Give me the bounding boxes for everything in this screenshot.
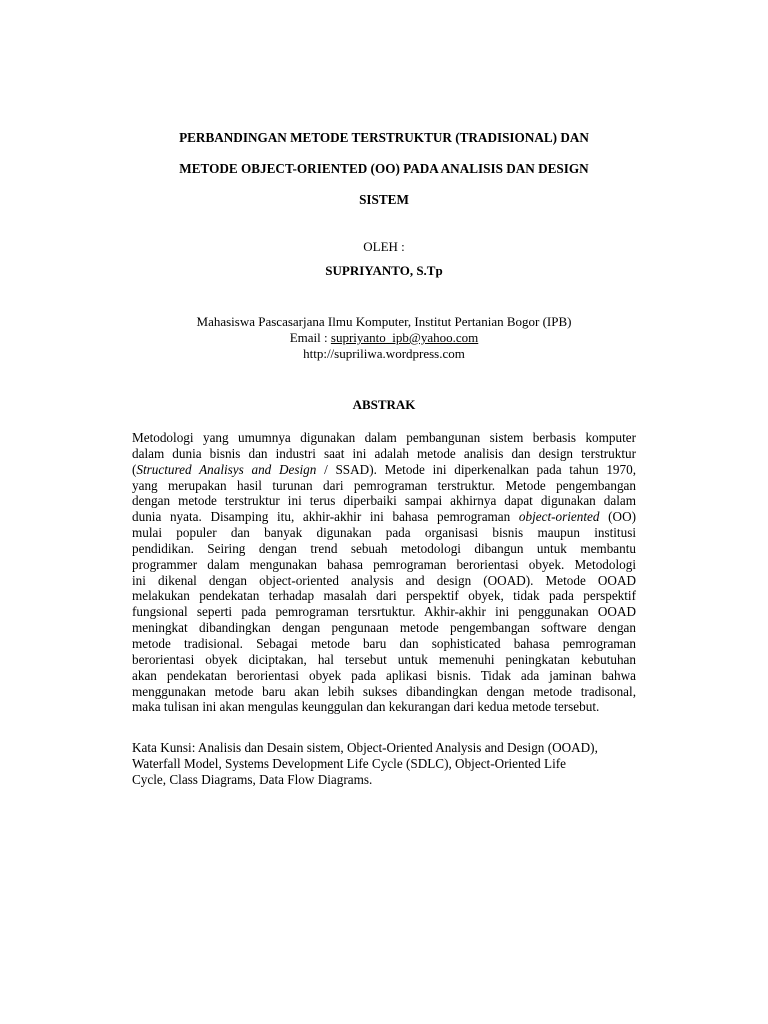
abstract-line: meningkat dibandingkan dengan pengunaan metode pengembangan software dengan	[132, 620, 636, 636]
abstract-line: melakukan pendekatan terhadap masalah dari perspektif obyek, tidak pada perspektif	[132, 588, 636, 604]
abstract-line: ini dikenal dengan object-oriented analysis and design (OOAD). Metode OOAD	[132, 572, 636, 588]
abstract-line: menggunakan metode baru akan lebih sukses dibandingkan dengan metode tradisonal,	[132, 683, 636, 699]
keywords-line: Kata Kunsi: Analisis dan Desain sistem, Object-Oriented Analysis and Design (OOAD),	[132, 740, 598, 755]
paper-title	[100, 122, 668, 215]
keywords	[132, 740, 636, 788]
abstract-body	[132, 430, 636, 715]
abstract-line: berorientasi obyek diciptakan, hal tersebut untuk memenuhi peningkatan kebutuhan	[132, 651, 636, 667]
email-line	[0, 330, 768, 346]
italic-term: Structured Analisys and Design	[136, 461, 317, 477]
text-fragment: dunia nyata. Disamping itu, akhir-akhir ini bahasa pemrograman	[132, 509, 519, 525]
abstract-line	[132, 509, 636, 525]
affiliation-block	[0, 314, 768, 362]
institution: Mahasiswa Pascasarjana Ilmu Komputer, Institut Pertanian Bogor (IPB)	[196, 314, 572, 329]
title-line: METODE OBJECT-ORIENTED (OO) PADA ANALISIS DAN DESIGN	[179, 161, 589, 176]
abstract-line: fungsional seperti pada pemrograman tersrtuktur. Akhir-akhir ini penggunakan OOAD	[132, 604, 636, 620]
keywords-line: Cycle, Class Diagrams, Data Flow Diagrams.	[132, 771, 373, 787]
abstract-line: dengan metode terstruktur ini terus diperbaiki sampai akhirnya dapat digunakan dalam	[132, 493, 636, 509]
abstract-line: yang merupakan hasil turunan dari pemrograman terstruktur. Metode pengembangan	[132, 477, 636, 493]
abstract-line: mulai populer dan banyak digunakan pada organisasi bisnis maupun institusi	[132, 525, 636, 541]
abstract-line: metode tradisional. Sebagai metode baru dan sophisticated bahasa pemrograman	[132, 635, 636, 651]
abstract-line: programmer dalam mengunakan bahasa pemrograman berorientasi obyek. Metodologi	[132, 556, 636, 572]
text-fragment: / SSAD). Metode ini diperkenalkan pada tahun 1970,	[316, 461, 636, 477]
abstract-heading: ABSTRAK	[352, 397, 416, 412]
email-link[interactable]: supriyanto_ipb@yahoo.com	[330, 330, 479, 345]
byline-label: OLEH :	[363, 239, 405, 254]
abstract-line	[132, 462, 636, 478]
author-name: SUPRIYANTO, S.Tp	[325, 263, 443, 278]
italic-term: object-oriented	[518, 509, 600, 525]
abstract-line: Metodologi yang umumnya digunakan dalam pembangunan sistem berbasis komputer	[132, 430, 636, 445]
abstract-line: akan pendekatan berorientasi obyek pada aplikasi bisnis. Tidak ada jaminan bahwa	[132, 667, 636, 683]
abstract-line: dalam dunia bisnis dan industri saat ini adalah metode analisis dan design terstruktur	[132, 445, 636, 461]
website-link[interactable]: http://supriliwa.wordpress.com	[303, 346, 465, 361]
abstract-line: pendidikan. Seiring dengan trend sebuah metodologi dibangun untuk membantu	[132, 540, 636, 556]
abstract-line: maka tulisan ini akan mengulas keunggulan dan kekurangan dari kedua metode tersebut.	[132, 699, 600, 715]
keywords-line: Waterfall Model, Systems Development Life Cycle (SDLC), Object-Oriented Life	[132, 755, 566, 771]
title-line: PERBANDINGAN METODE TERSTRUKTUR (TRADISIONAL) DAN	[179, 130, 589, 145]
text-fragment: (OO)	[599, 509, 636, 525]
text-fragment: (	[132, 461, 137, 477]
title-line: SISTEM	[359, 192, 409, 207]
email-label: Email :	[289, 330, 331, 345]
